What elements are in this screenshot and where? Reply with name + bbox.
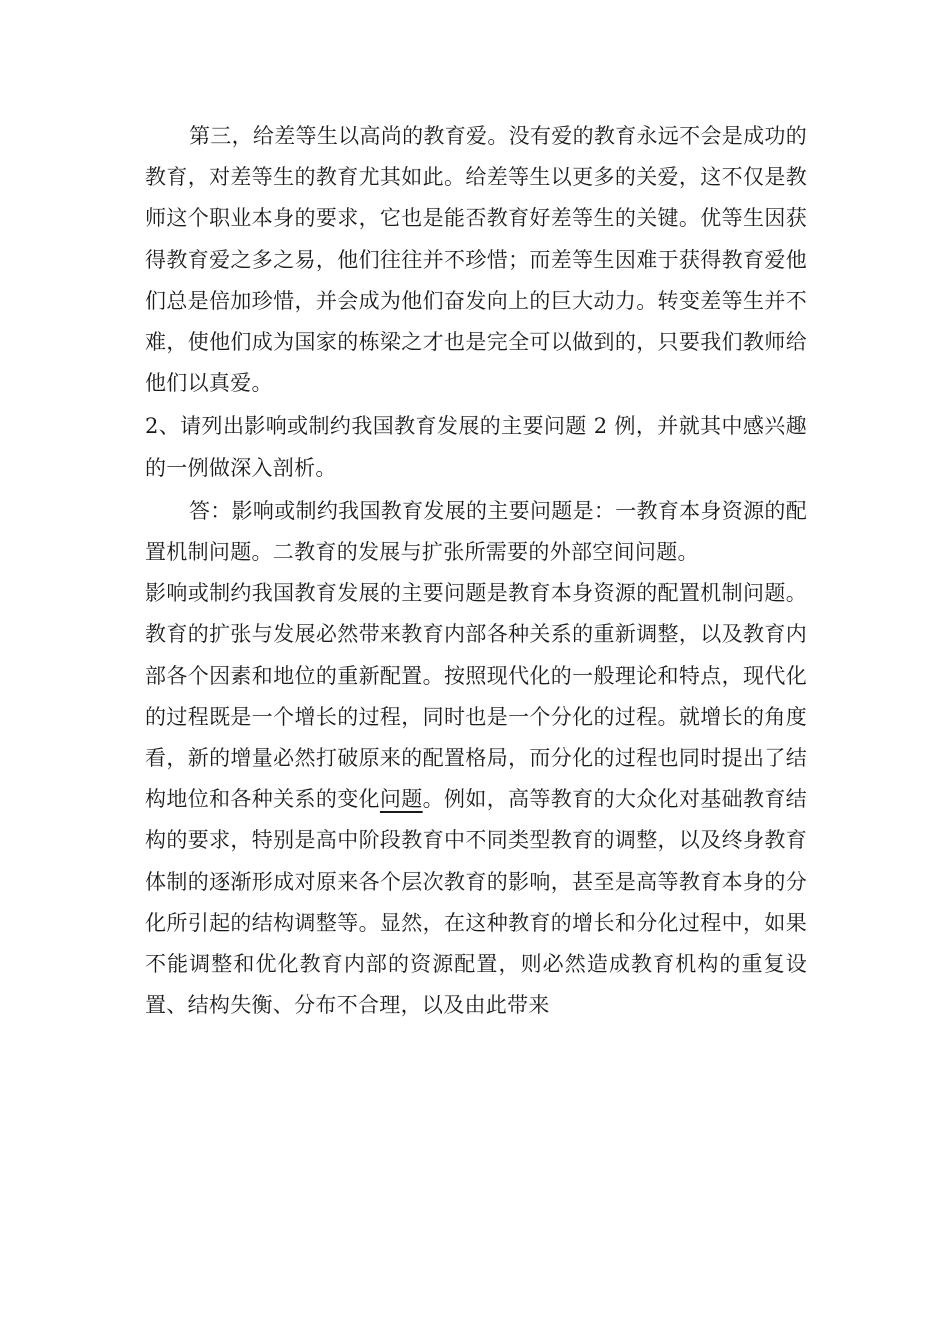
analysis-text-part1: 影响或制约我国教育发展的主要问题是教育本身资源的配置机制问题。教育的扩张与发展必然带来教育内部各种关系的重新调整，以及教育内部各个因素和地位的重新配置。按照现代化的一般理论和特点，现代化的过程既是一个增长的过程，同时也是一个分化的过程。就增长的角度看，新的增量必然打破原来的配置格局，而分化的过程也同时提出了结构地位和各种关系的变化 <box>145 581 807 812</box>
document-body <box>145 116 807 1026</box>
answer-2: 答：影响或制约我国教育发展的主要问题是：一教育本身资源的配置机制问题。二教育的发展与扩张所需要的外部空间问题。 <box>145 498 807 565</box>
analysis-text-part2: 。例如，高等教育的大众化对基础教育结构的要求，特别是高中阶段教育中不同类型教育的调整，以及终身教育体制的逐渐形成对原来各个层次教育的影响，甚至是高等教育本身的分化所引起的结构调整等。显然，在这种教育的增长和分化过程中，如果不能调整和优化教育内部的资源配置，则必然造成教育机构的重复设置、结构失衡、分布不合理，以及由此带来 <box>145 787 807 1018</box>
analysis-underlined-word: 问题 <box>379 787 423 812</box>
question-2: 2、请列出影响或制约我国教育发展的主要问题 2 例，并就其中感兴趣的一例做深入剖析。 <box>145 414 807 480</box>
analysis-paragraph <box>145 573 807 1026</box>
paragraph-education-love: 第三，给差等生以高尚的教育爱。没有爱的教育永远不会是成功的教育，对差等生的教育尤其如此。给差等生以更多的关爱，这不仅是教师这个职业本身的要求，它也是能否教育好差等生的关键。优等生因获得教育爱之多之易，他们往往并不珍惜；而差等生因难于获得教育爱他们总是倍加珍惜，并会成为他们奋发向上的巨大动力。转变差等生并不难，使他们成为国家的栋梁之才也是完全可以做到的，只要我们教师给他们以真爱。 <box>145 124 807 396</box>
